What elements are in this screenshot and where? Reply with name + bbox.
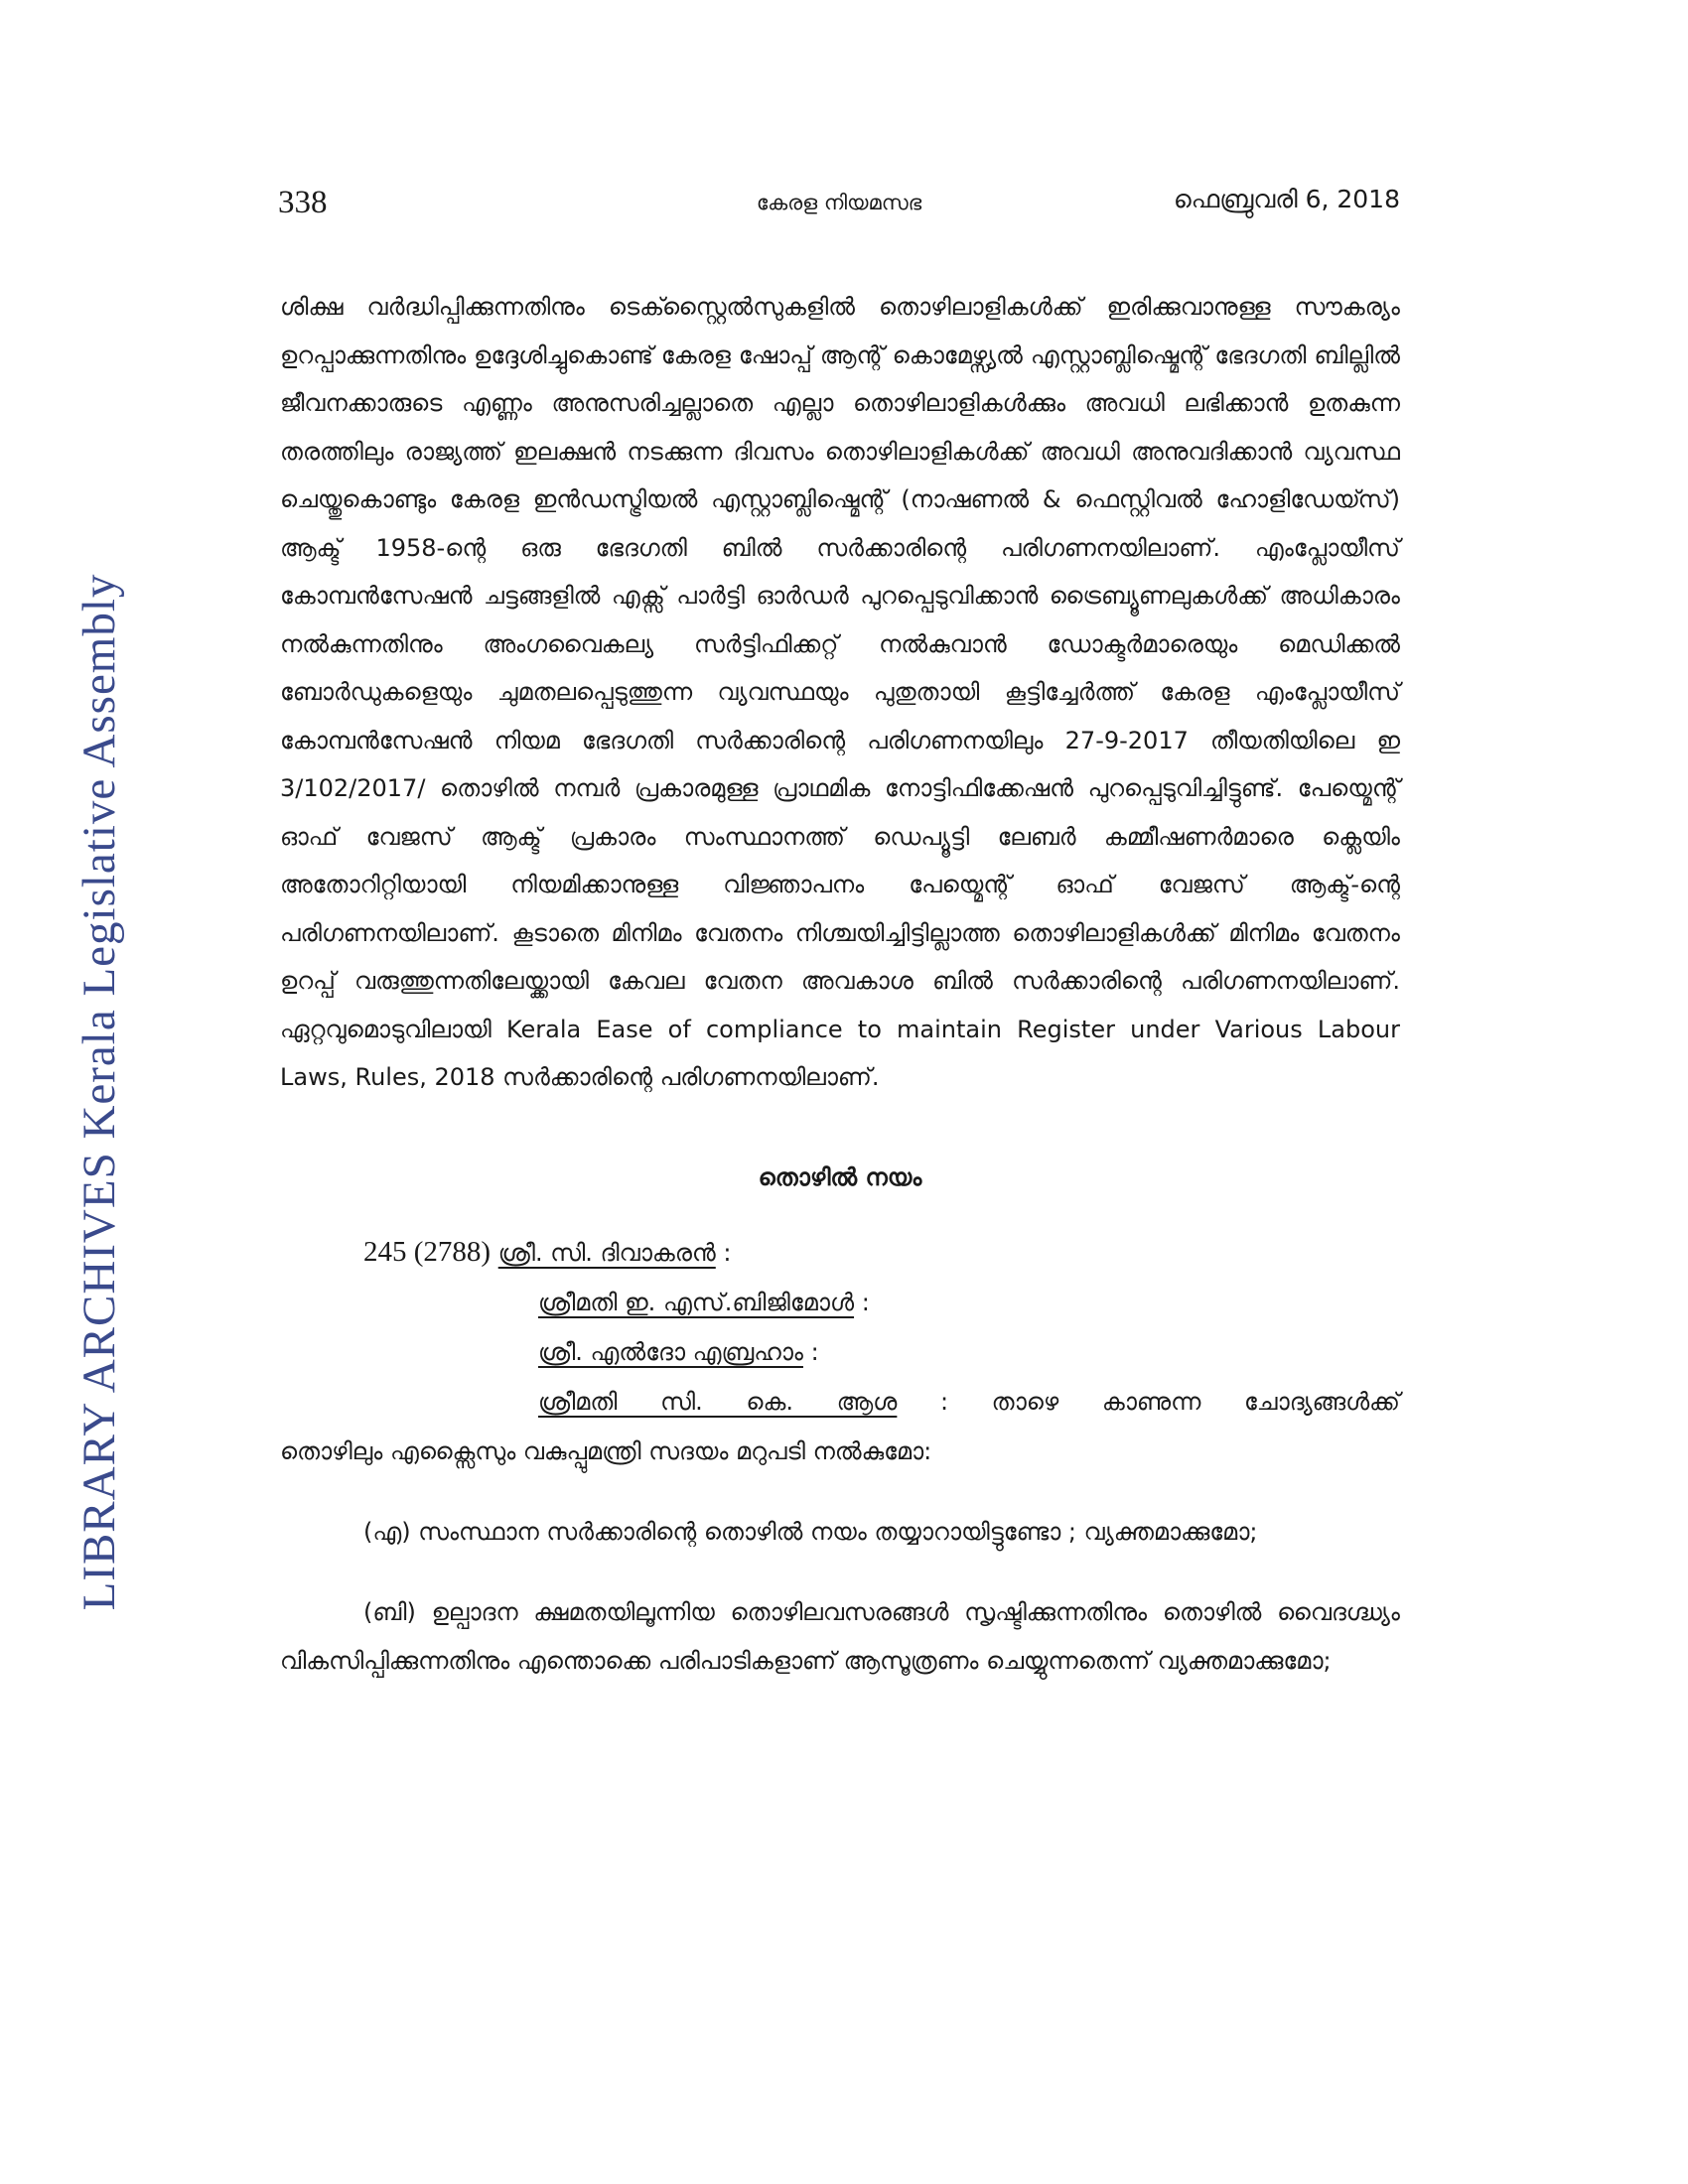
question-member-line	[280, 1278, 1400, 1327]
member-name: ശ്രീമതി ഇ. എസ്.ബിജിമോൾ	[538, 1288, 855, 1316]
question-block	[280, 1227, 1400, 1476]
question-intro-continuation: തൊഴിലും എക്സൈസും വകുപ്പുമന്ത്രി സദയം മറുപടി നൽകുമോ:	[280, 1436, 932, 1465]
page-content	[280, 283, 1400, 1686]
separator: :	[810, 1337, 819, 1366]
page-header	[278, 185, 1400, 230]
member-name: ശ്രീ. സി. ദിവാകരൻ	[497, 1238, 716, 1267]
section-heading: തൊഴിൽ നയം	[758, 1162, 922, 1191]
header-date: ഫെബ്രുവരി 6, 2018	[1173, 185, 1400, 213]
question-first-line	[280, 1227, 1400, 1278]
question-intro-tail: : താഴെ കാണുന്ന ചോദ്യങ്ങൾക്ക്	[939, 1387, 1400, 1416]
member-name: ശ്രീമതി സി. കെ. ആശ	[538, 1387, 898, 1416]
separator: :	[861, 1288, 870, 1316]
question-member-line	[280, 1327, 1400, 1377]
sub-question-b: (ബി) ഉല്പാദന ക്ഷമതയിലൂന്നിയ തൊഴിലവസരങ്ങൾ സൃഷ്ടിക്കുന്നതിനും തൊഴിൽ വൈദഗ്ദ്ധ്യം വികസിപ്പിക്കുന്നതിനും എന്തൊക്കെ പരിപാടികളാണ് ആസൂത്രണം ചെയ്യുന്നതെന്ന് വ്യക്തമാക്കുമോ;	[280, 1597, 1400, 1675]
answer-paragraph: ശിക്ഷ വർദ്ധിപ്പിക്കുന്നതിനും ടെക്സ്റ്റൈൽസുകളിൽ തൊഴിലാളികൾക്ക് ഇരിക്കുവാനുള്ള സൗകര്യം ഉറപ്പാക്കുന്നതിനും ഉദ്ദേശിച്ചുകൊണ്ട് കേരള ഷോപ്പ് ആന്റ് കൊമേഴ്സ്യൽ എസ്റ്റാബ്ലിഷ്മെന്റ് ഭേദഗതി ബില്ലിൽ ജീവനക്കാരുടെ എണ്ണം അനുസരിച്ചല്ലാതെ എല്ലാ തൊഴിലാളികൾക്കും അവധി ലഭിക്കാൻ ഉതകുന്ന തരത്തിലും രാജ്യത്ത് ഇലക്ഷൻ നടക്കുന്ന ദിവസം തൊഴിലാളികൾക്ക് അവധി അനുവദിക്കാൻ വ്യവസ്ഥ ചെയ്തുകൊണ്ടും കേരള ഇൻഡസ്ട്രിയൽ എസ്റ്റാബ്ലിഷ്മെന്റ് (നാഷണൽ & ഫെസ്റ്റിവൽ ഹോളിഡേയ്സ്) ആക്ട് 1958-ന്റെ ഒരു ഭേദഗതി ബിൽ സർക്കാരിന്റെ പരിഗണനയിലാണ്. എംപ്ലോയീസ് കോമ്പൻസേഷൻ ചട്ടങ്ങളിൽ എക്സ് പാർട്ടി ഓർഡർ പുറപ്പെടുവിക്കാൻ ട്രൈബ്യൂണലുകൾക്ക് അധികാരം നൽകുന്നതിനും അംഗവൈകല്യ സർട്ടിഫിക്കറ്റ് നൽകുവാൻ ഡോക്ടർമാരെയും മെഡിക്കൽ ബോർഡുകളെയും ചുമതലപ്പെടുത്തുന്ന വ്യവസ്ഥയും പുതുതായി കൂട്ടിച്ചേർത്ത് കേരള എംപ്ലോയീസ് കോമ്പൻസേഷൻ നിയമ ഭേദഗതി സർക്കാരിന്റെ പരിഗണനയിലും 27-9-2017 തീയതിയിലെ ഇ 3/102/2017/ തൊഴിൽ നമ്പർ പ്രകാരമുള്ള പ്രാഥമിക നോട്ടിഫിക്കേഷൻ പുറപ്പെടുവിച്ചിട്ടുണ്ട്. പേയ്മെന്റ് ഓഫ് വേജസ് ആക്ട് പ്രകാരം സംസ്ഥാനത്ത് ഡെപ്യൂട്ടി ലേബർ കമ്മീഷണർമാരെ ക്ലെയിം അതോറിറ്റിയായി നിയമിക്കാനുള്ള വിജ്ഞാപനം പേയ്മെന്റ് ഓഫ് വേജസ് ആക്ട്-ന്റെ പരിഗണനയിലാണ്. കൂടാതെ മിനിമം വേതനം നിശ്ചയിച്ചിട്ടില്ലാത്ത തൊഴിലാളികൾക്ക് മിനിമം വേതനം ഉറപ്പ് വരുത്തുന്നതിലേയ്ക്കായി കേവല വേതന അവകാശ ബിൽ സർക്കാരിന്റെ പരിഗണനയിലാണ്. ഏറ്റവുമൊടുവിലായി Kerala Ease of compliance to maintain Register under Various Labour Laws, Rules, 2018 സർക്കാരിന്റെ പരിഗണനയിലാണ്.	[280, 293, 1400, 1091]
sub-question-a: (എ) സംസ്ഥാന സർക്കാരിന്റെ തൊഴിൽ നയം തയ്യാറായിട്ടുണ്ടോ ; വ്യക്തമാക്കുമോ;	[363, 1517, 1258, 1546]
separator: :	[723, 1238, 732, 1267]
page-number: 338	[278, 185, 328, 220]
question-number: 245 (2788)	[363, 1235, 492, 1268]
running-title: കേരള നിയമസഭ	[756, 191, 922, 214]
question-member-line	[280, 1377, 1400, 1427]
library-archives-watermark: LIBRARY ARCHIVES Kerala Legislative Assembly	[73, 573, 125, 1611]
member-name: ശ്രീ. എൽദോ എബ്രഹാം	[538, 1337, 803, 1366]
